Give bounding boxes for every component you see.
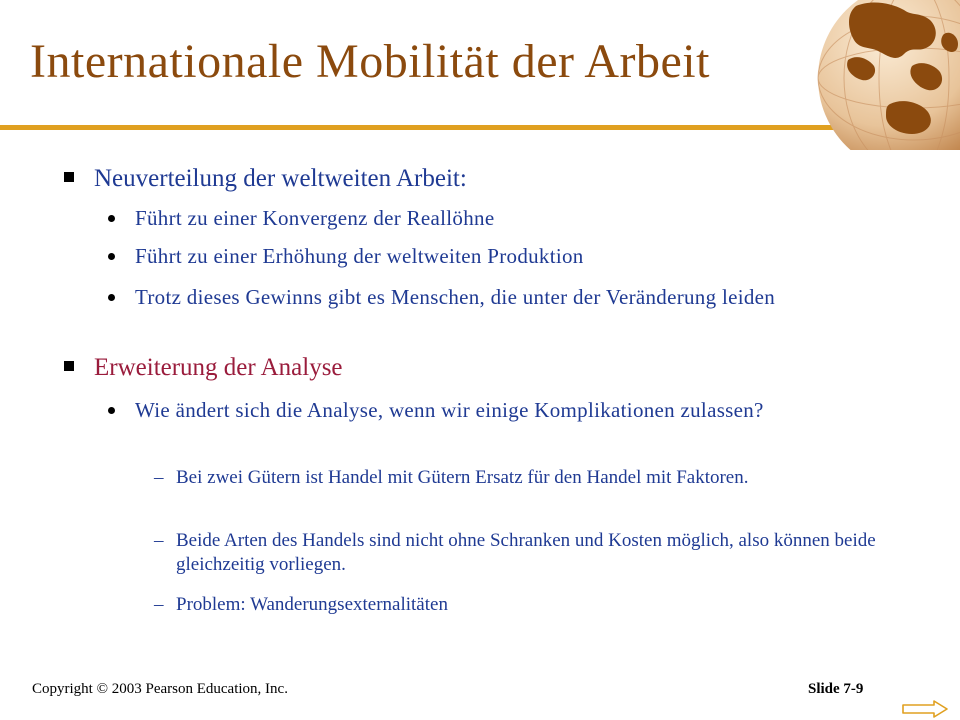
bullet-item [94, 353, 343, 383]
square-bullet-icon [64, 172, 74, 182]
dash-bullet: – [154, 594, 164, 615]
sub-bullet-item [135, 284, 815, 311]
sub-bullet-text: Wie ändert sich die Analyse, wenn wir einige Komplikationen zulassen? [135, 398, 764, 422]
dot-bullet-icon [108, 294, 115, 301]
sub-bullet-item [135, 205, 895, 232]
sub-sub-bullet-item [154, 593, 896, 617]
dot-bullet-icon [108, 215, 115, 222]
dash-bullet: – [154, 530, 164, 551]
bullet-text: Erweiterung der Analyse [94, 354, 343, 381]
bullet-text: Neuverteilung der weltweiten Arbeit: [94, 165, 467, 192]
sub-bullet-item [135, 243, 895, 270]
square-bullet-icon [64, 361, 74, 371]
copyright-text: Copyright © 2003 Pearson Education, Inc. [32, 681, 288, 697]
sub-bullet-item [135, 397, 895, 424]
right-arrow-icon[interactable] [902, 700, 948, 718]
sub-sub-bullet-item [154, 466, 896, 490]
dash-bullet: – [154, 467, 164, 488]
slide-title: Internationale Mobilität der Arbeit [30, 35, 710, 88]
dot-bullet-icon [108, 407, 115, 414]
sub-sub-bullet-text: Beide Arten des Handels sind nicht ohne Schranken und Kosten möglich, also können beide gleichzeitig vorliegen. [176, 530, 876, 575]
slide-number: Slide 7-9 [808, 681, 864, 697]
sub-bullet-text: Führt zu einer Erhöhung der weltweiten Produktion [135, 244, 584, 268]
sub-sub-bullet-text: Problem: Wanderungsexternalitäten [176, 594, 448, 615]
dot-bullet-icon [108, 253, 115, 260]
sub-sub-bullet-item [154, 529, 896, 577]
sub-sub-bullet-text: Bei zwei Gütern ist Handel mit Gütern Ersatz für den Handel mit Faktoren. [176, 467, 749, 488]
sub-bullet-text: Führt zu einer Konvergenz der Reallöhne [135, 206, 495, 230]
bullet-item [94, 164, 467, 194]
sub-bullet-text: Trotz dieses Gewinns gibt es Menschen, die unter der Veränderung leiden [135, 285, 776, 309]
